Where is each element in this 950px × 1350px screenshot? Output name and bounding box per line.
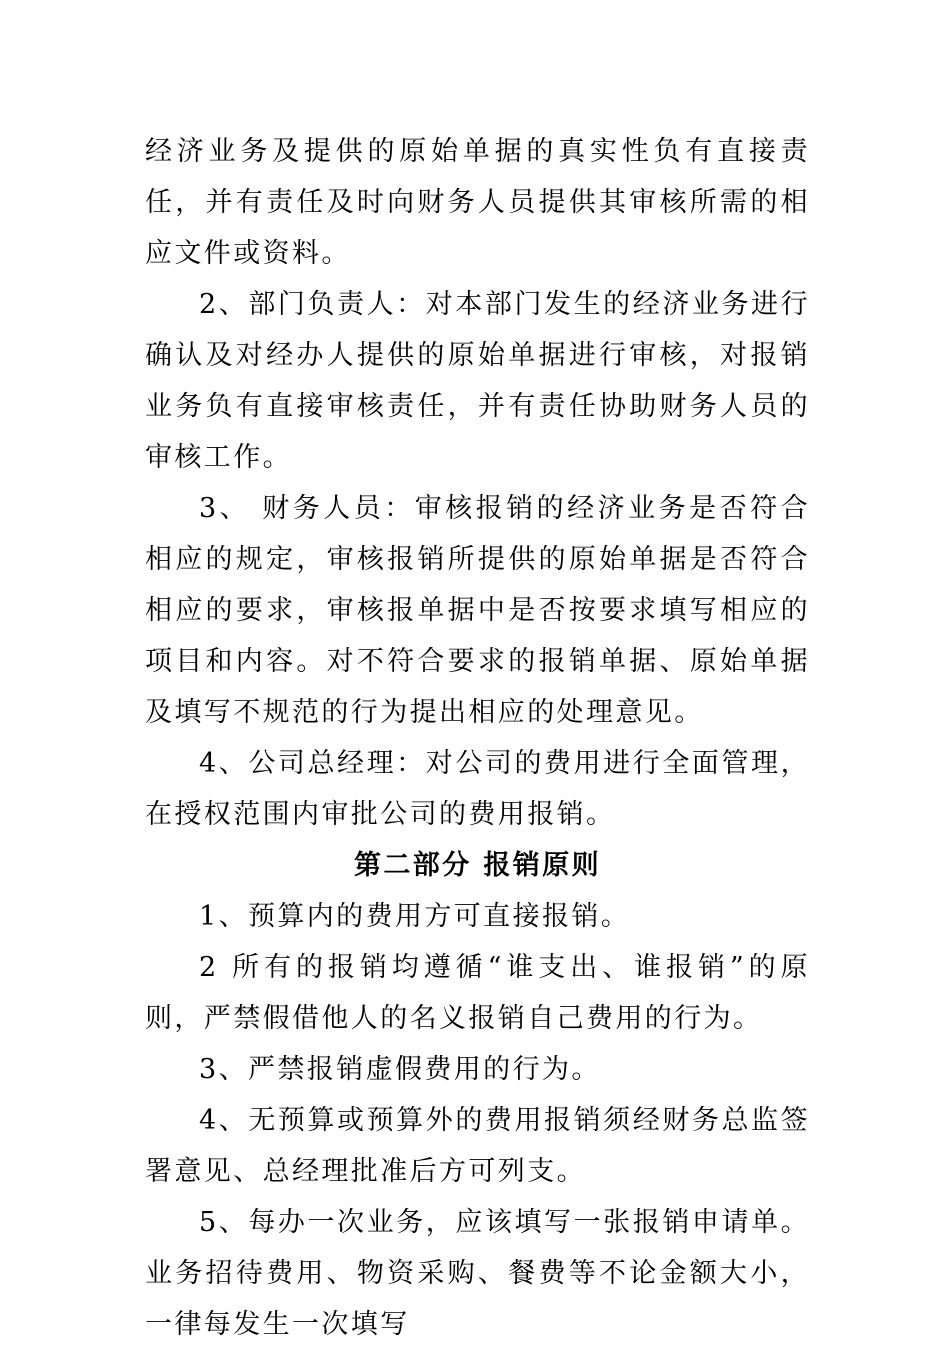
- section-heading: 第二部分 报销原则: [354, 850, 601, 881]
- paragraph-continuation: 经济业务及提供的原始单据的真实性负有直接责任，并有责任及时向财务人员提供其审核所需的相应文件或资料。: [145, 136, 810, 269]
- paragraph-rule-1: 1、预算内的费用方可直接报销。: [199, 901, 631, 932]
- paragraph-rule-3: 3、严禁报销虚假费用的行为。: [199, 1054, 601, 1085]
- paragraph-rule-4: 4、无预算或预算外的费用报销须经财务总监签署意见、总经理批准后方可列支。: [145, 1105, 810, 1187]
- paragraph-rule-2: 2 所有的报销均遵循“谁支出、谁报销”的原则，严禁假借他人的名义报销自己费用的行为。: [145, 952, 810, 1034]
- paragraph-rule-5: 5、每办一次业务，应该填写一张报销申请单。业务招待费用、物资采购、餐费等不论金额大小，一律每发生一次填写: [145, 1207, 810, 1340]
- paragraph-general-manager: 4、公司总经理：对公司的费用进行全面管理，在授权范围内审批公司的费用报销。: [145, 748, 810, 830]
- paragraph-department-head: 2、部门负责人：对本部门发生的经济业务进行确认及对经办人提供的原始单据进行审核，对报销业务负有直接审核责任，并有责任协助财务人员的审核工作。: [145, 289, 810, 473]
- paragraph-finance-staff: 3、 财务人员：审核报销的经济业务是否符合相应的规定，审核报销所提供的原始单据是否符合相应的要求，审核报单据中是否按要求填写相应的项目和内容。对不符合要求的报销单据、原始单据及填写不规范的行为提出相应的处理意见。: [145, 493, 810, 728]
- document-body: [145, 126, 810, 1350]
